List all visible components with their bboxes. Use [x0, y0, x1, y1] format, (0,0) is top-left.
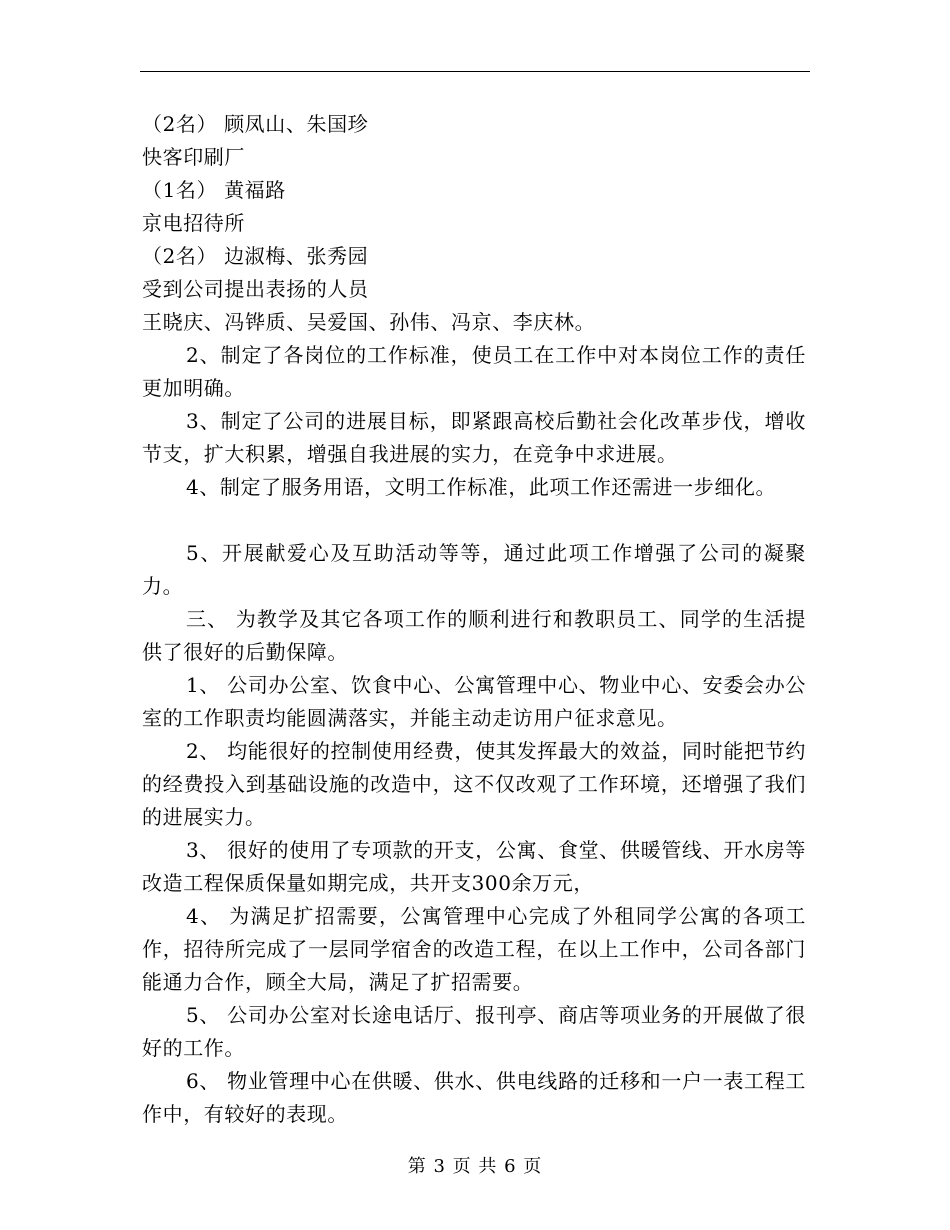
paragraph: 5、 公司办公室对长途电话厅、报刊亭、商店等项业务的开展做了很好的工作。 [142, 1003, 806, 1060]
paragraph: 快客印刷厂 [142, 145, 245, 169]
paragraph: 2、制定了各岗位的工作标准，使员工在工作中对本岗位工作的责任更加明确。 [142, 343, 806, 400]
paragraph: （1名） 黄福路 [142, 178, 286, 202]
header-rule [140, 71, 810, 72]
paragraph-gap [142, 504, 806, 537]
paragraph: 4、制定了服务用语，文明工作标准，此项工作还需进一步细化。 [186, 475, 777, 499]
paragraph: 4、 为满足扩招需要，公寓管理中心完成了外租同学公寓的各项工作，招待所完成了一层同学宿舍的改造工程，在以上工作中，公司各部门能通力合作，顾全大局，满足了扩招需要。 [142, 904, 806, 994]
page-number-footer: 第 3 页 共 6 页 [407, 1156, 543, 1177]
paragraph: 1、 公司办公室、饮食中心、公寓管理中心、物业中心、安委会办公室的工作职责均能圆满落实，并能主动走访用户征求意见。 [142, 673, 806, 730]
paragraph: 京电招待所 [142, 211, 245, 235]
document-body [142, 108, 806, 1131]
paragraph: 王晓庆、冯铧质、吴爱国、孙伟、冯京、李庆林。 [142, 310, 596, 334]
paragraph: 6、 物业管理中心在供暖、供水、供电线路的迁移和一户一表工程工作中，有较好的表现。 [142, 1069, 806, 1126]
paragraph: 3、 很好的使用了专项款的开支，公寓、食堂、供暖管线、开水房等改造工程保质保量如期完成，共开支300余万元， [142, 838, 806, 895]
paragraph: （2名） 顾凤山、朱国珍 [142, 112, 369, 136]
paragraph: 5、开展献爱心及互助活动等等，通过此项工作增强了公司的凝聚力。 [142, 541, 806, 598]
paragraph: 3、制定了公司的进展目标，即紧跟高校后勤社会化改革步伐，增收节支，扩大积累，增强自我进展的实力，在竞争中求进展。 [142, 409, 806, 466]
section-heading: 三、 为教学及其它各项工作的顺利进行和教职员工、同学的生活提供了很好的后勤保障。 [142, 607, 806, 664]
paragraph: 受到公司提出表扬的人员 [142, 277, 369, 301]
paragraph: 2、 均能很好的控制使用经费，使其发挥最大的效益，同时能把节约的经费投入到基础设施的改造中，这不仅改观了工作环境，还增强了我们的进展实力。 [142, 739, 806, 829]
paragraph: （2名） 边淑梅、张秀园 [142, 244, 369, 268]
